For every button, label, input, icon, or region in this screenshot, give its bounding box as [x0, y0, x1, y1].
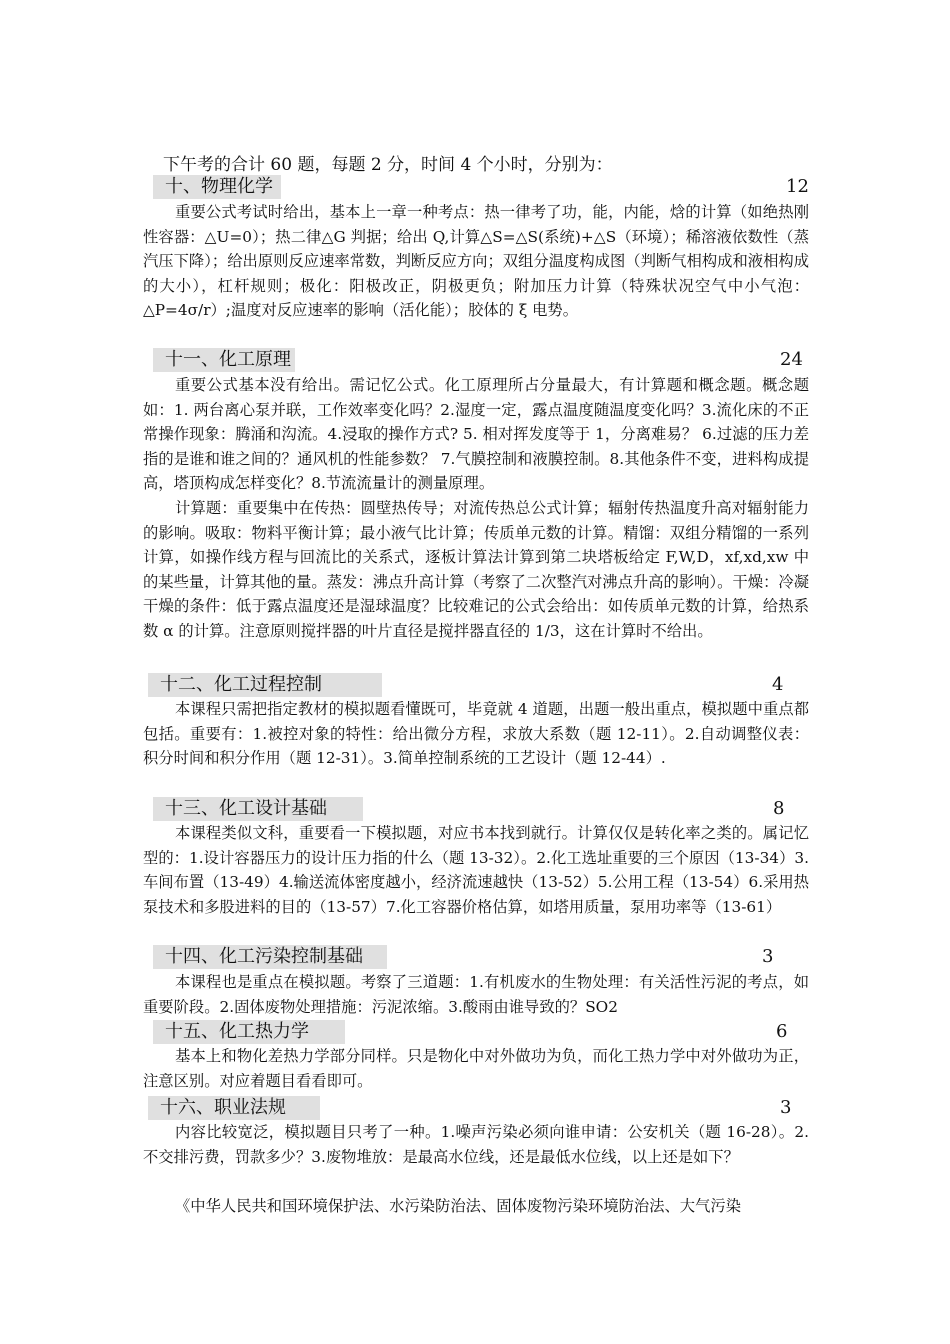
section-title: 十三、化工设计基础: [153, 797, 363, 821]
section-title: 十五、化工热力学: [153, 1020, 345, 1044]
section-title: 十四、化工污染控制基础: [153, 945, 387, 969]
section-header-11: [153, 348, 813, 372]
section-paragraph: 《中华人民共和国环境保护法、水污染防治法、固体废物污染环境防治法、大气污染: [175, 1197, 741, 1215]
section-header-12: [148, 673, 808, 697]
section-title: 十一、化工原理: [153, 348, 295, 372]
section-score: 8: [773, 798, 785, 819]
section-paragraph: 重要公式基本没有给出。需记忆公式。化工原理所占分量最大，有计算题和概念题。概念题如：1. 两台离心泵并联，工作效率变化吗？2.湿度一定，露点温度随温度变化吗？3.流化床的不正常操作现象：腾涌和沟流。4.浸取的操作方式? 5. 相对挥发度等于 1，分离难易？ 6.过滤的压力差指的是谁和谁之间的？通风机的性能参数？ 7.气膜控制和液膜控制。8.其他条件不变，进料构成提高，塔顶构成怎样变化？8.节流流量计的测量原理。: [143, 376, 809, 493]
section-header-15: [153, 1020, 813, 1044]
section-header-16: [148, 1096, 808, 1120]
section-paragraph: 基本上和物化差热力学部分同样。只是物化中对外做功为负，而化工热力学中对外做功为正，注意区别。对应着题目看看即可。: [143, 1047, 809, 1090]
section-title: 十、物理化学: [153, 175, 281, 199]
intro-line: 下午考的合计 60 题，每题 2 分，时间 4 个小时，分别为：: [163, 155, 613, 175]
section-score: 4: [772, 674, 784, 695]
section-score: 3: [762, 946, 774, 967]
section-paragraph: 内容比较宽泛，模拟题目只考了一种。1.噪声污染必须向谁申请：公安机关（题 16-28）。2.不交排污费，罚款多少？3.废物堆放：是最高水位线，还是最低水位线，以上还是如下？: [143, 1123, 809, 1166]
section-title: 十六、职业法规: [148, 1096, 320, 1120]
section-paragraph: 本课程只需把指定教材的模拟题看懂既可，毕竟就 4 道题，出题一般出重点，模拟题中重点都包括。重要有：1.被控对象的特性：给出微分方程，求放大系数（题 12-11）。2.自动调整仪表：积分时间和积分作用（题 12-31）。3.简单控制系统的工艺设计（题 12-44）.: [143, 700, 809, 768]
section-header-10: [153, 175, 813, 199]
section-paragraph: 重要公式考试时给出，基本上一章一种考点：热一律考了功，能，内能，焓的计算（如绝热刚性容器：△U=0）；热二律△G 判据；给出 Q,计算△S=△S(系统)+△S（环境）；稀溶液依数性（蒸汽压下降）；给出原则反应速率常数，判断反应方向；双组分温度构成图（判断气相构成和液相构成的大小），杠杆规则；极化：阳极改正，阴极更负；附加压力计算（特殊状况空气中小气泡：△P=4σ/r）;温度对反应速率的影响（活化能）；胶体的 ξ 电势。: [143, 203, 809, 320]
section-paragraph: 本课程类似文科，重要看一下模拟题，对应书本找到就行。计算仅仅是转化率之类的。属记忆型的：1.设计容器压力的设计压力指的什么（题 13-32）。2.化工选址重要的三个原因（13-34）3.车间布置（13-49）4.输送流体密度越小，经济流速越快（13-52）5.公用工程（13-54）6.采用热泵技术和多股进料的目的（13-57）7.化工容器价格估算，如塔用质量，泵用功率等（13-61）: [143, 824, 809, 916]
section-paragraph: 本课程也是重点在模拟题。考察了三道题：1.有机废水的生物处理：有关活性污泥的考点，如重要阶段。2.固体废物处理措施：污泥浓缩。3.酸雨由谁导致的？SO2: [143, 973, 809, 1016]
section-score: 3: [780, 1097, 792, 1118]
section-paragraph: 计算题：重要集中在传热：圆壁热传导；对流传热总公式计算；辐射传热温度升高对辐射能力的影响。吸取：物料平衡计算；最小液气比计算；传质单元数的计算。精馏：双组分精馏的一系列计算，如操作线方程与回流比的关系式，逐板计算法计算到第二块塔板给定 F,W,D，xf,xd,xw 中的某些量，计算其他的量。蒸发：沸点升高计算（考察了二次整汽对沸点升高的影响）。干燥：冷凝干燥的条件：低于露点温度还是湿球温度？比较难记的公式会给出：如传质单元数的计算，给热系数 α 的计算。注意原则搅拌器的叶片直径是搅拌器直径的 1/3，这在计算时不给出。: [143, 499, 809, 640]
section-score: 24: [780, 349, 803, 370]
section-score: 12: [786, 176, 809, 197]
section-header-14: [153, 945, 813, 969]
section-title: 十二、化工过程控制: [148, 673, 382, 697]
section-header-13: [153, 797, 813, 821]
section-score: 6: [776, 1021, 788, 1042]
